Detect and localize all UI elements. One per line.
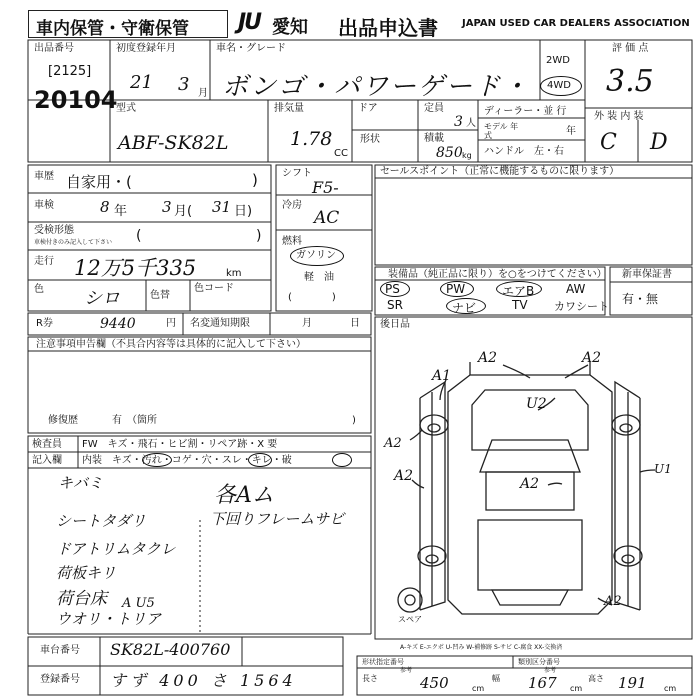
lot-number-sub: [2125]: [48, 64, 92, 79]
entry-label: 記入欄: [32, 455, 62, 466]
width-label: 幅: [492, 674, 500, 683]
inspector-label: 検査員: [32, 439, 62, 450]
note-deck-scratch: 荷板キリ: [56, 564, 117, 582]
capacity-label: 定員: [424, 103, 444, 114]
transfer-day: 日: [350, 318, 360, 329]
capacity-value: 3: [454, 114, 463, 130]
equip-seat: カワシート: [554, 300, 609, 313]
repair-history-value: 有 （箇所: [112, 415, 157, 426]
registration-label: 登録番号: [40, 674, 80, 685]
color-label: 色: [34, 284, 44, 295]
inspection-year: 8: [100, 198, 110, 216]
shape-number-label: 形状指定番号: [362, 658, 404, 666]
transfer-month: 月: [302, 318, 312, 329]
receive-label: 受検形態: [34, 225, 74, 236]
mileage-value: 12万5千335: [74, 256, 197, 280]
inspection-day: 31: [212, 198, 232, 216]
int-row: キズ・汚れ・コゲ・穴・スレ・キレ・破: [112, 455, 292, 466]
warranty-label: 新車保証書: [622, 269, 672, 280]
recycle-unit: 円: [166, 318, 176, 329]
inspection-month-unit: 月(: [174, 204, 193, 219]
note-underbody-rust: 下回りフレームサビ: [210, 510, 345, 528]
load-label: 積載: [424, 133, 444, 144]
form-title: 出品申込書: [338, 16, 438, 40]
association-name: JAPAN USED CAR DEALERS ASSOCIATION: [462, 18, 690, 29]
ac-label: 冷房: [282, 200, 302, 211]
width-unit: cm: [570, 684, 583, 693]
load-unit: kg: [462, 151, 472, 160]
note-each-au: 各Aム: [214, 483, 274, 508]
car-name-value: ボンゴ・パワーゲード・: [222, 72, 531, 102]
equip-sr: SR: [387, 298, 403, 312]
shape-label: 形状: [360, 134, 380, 145]
load-value: 850: [436, 145, 463, 161]
first-registration-label: 初度登録年月: [116, 43, 176, 54]
exterior-grade: C: [600, 130, 617, 155]
color-code-label: 色コード: [194, 283, 234, 294]
damage-mark: A2: [582, 350, 602, 366]
equip-navi: ナビ: [452, 301, 477, 315]
equipment-label: 装備品（純正品に限り）を○をつけてください）: [388, 269, 607, 280]
note-au5: A U5: [122, 596, 155, 611]
int-row-label: 内装: [82, 455, 102, 466]
interior-grade: D: [650, 130, 668, 155]
receive-sub: 車検付きのみ記入して下さい: [34, 239, 113, 246]
damage-mark: A2: [384, 436, 402, 451]
equip-ps: PS: [385, 282, 400, 296]
inspection-label: 車検: [34, 200, 54, 211]
inspection-day-unit: 日): [234, 204, 253, 219]
height-unit: cm: [664, 684, 677, 693]
displacement-label: 排気量: [274, 103, 304, 114]
ext-int-label: 外 装 内 装: [594, 111, 644, 122]
aichi-label: 愛知: [272, 17, 308, 38]
damage-mark: A2: [478, 350, 498, 366]
damage-mark: U1: [654, 462, 672, 476]
length-value: 450: [420, 674, 449, 692]
damage-mark: A1: [432, 368, 452, 384]
notes-title: 注意事項申告欄（不具合内容等は具体的に記入して下さい）: [36, 339, 306, 350]
equip-tv: TV: [512, 298, 528, 312]
fuel-other: ( ): [288, 292, 336, 303]
note-yellowing: キバミ: [58, 474, 104, 492]
capacity-unit: 人: [466, 118, 476, 129]
registration-value: すず 400 さ 1564: [110, 671, 297, 690]
chassis-label: 車台番号: [40, 645, 80, 656]
door-label: ドア: [358, 103, 378, 114]
history-close: ): [252, 171, 258, 189]
first-registration-year: 21: [130, 72, 153, 93]
note-seat-sag: シートタダリ: [56, 512, 147, 530]
inspection-year-unit: 年: [114, 204, 128, 219]
fuel-label: 燃料: [282, 236, 302, 247]
class-number-sub: 参考: [544, 667, 557, 674]
fuel-gas: ガソリン: [296, 250, 336, 261]
repair-history-close: ): [352, 415, 356, 426]
score-value: 3.5: [606, 64, 654, 99]
recycle-value: 9440: [100, 316, 136, 332]
first-registration-month: 3: [178, 74, 190, 95]
height-label: 高さ: [588, 674, 604, 683]
handle-label: ハンドル 左・右: [484, 146, 564, 157]
rear-parts-label: 後日品: [380, 319, 410, 330]
cc-unit: CC: [334, 148, 348, 159]
height-value: 191: [618, 674, 647, 692]
drive-2wd: 2WD: [546, 55, 570, 66]
model-year-label: モデル 年式: [484, 122, 519, 140]
length-unit: cm: [472, 684, 485, 693]
model-value: ABF-SK82L: [118, 132, 229, 154]
dealer-label: ディーラー・並 行: [484, 106, 567, 117]
shift-label: シフト: [282, 168, 312, 179]
sales-point-label: セールスポイント（正常に機能するものに限ります）: [380, 166, 620, 177]
history-value: 自家用・(: [66, 173, 132, 191]
displacement-value: 1.78: [290, 128, 333, 150]
shift-value: F5-: [312, 178, 339, 197]
lot-number-value: 20104: [34, 86, 118, 114]
class-number-label: 類別区分番号: [518, 658, 560, 666]
damage-mark: A2: [604, 594, 622, 609]
note-fender-trim: ウオリ・トリア: [56, 610, 162, 628]
recycle-label: R券: [36, 318, 53, 329]
transfer-label: 名変通知期限: [190, 318, 250, 329]
shape-number-sub: 参考: [400, 667, 413, 674]
equip-aw: AW: [566, 282, 586, 296]
model-label: 型式: [116, 103, 136, 114]
repair-history-label: 修復歴: [48, 415, 78, 426]
fw-row: FW キズ・飛石・ヒビ割・リペア跡・X 要: [82, 439, 278, 450]
inspection-month: 3: [162, 198, 172, 216]
receive-paren-close: ): [256, 228, 262, 244]
mileage-unit: km: [226, 268, 242, 279]
length-label: 長さ: [362, 674, 378, 683]
width-value: 167: [528, 674, 557, 692]
receive-paren-open: (: [136, 228, 142, 244]
note-door-trim: ドアトリムタクレ: [56, 540, 176, 558]
car-name-label: 車名・グレード: [216, 43, 286, 54]
color-value: シロ: [84, 288, 120, 309]
ju-logo: JU: [238, 10, 261, 35]
damage-mark: A2: [394, 468, 414, 484]
ac-value: AC: [314, 208, 340, 228]
chassis-value: SK82L-400760: [110, 640, 231, 659]
year-unit: 年: [566, 126, 576, 137]
note-deck-floor: 荷台床: [56, 589, 107, 609]
lot-number-label: 出品番号: [34, 43, 74, 54]
spare-label: スペア: [398, 615, 422, 624]
history-label: 車歴: [34, 171, 54, 182]
storage-label: 車内保管・守衛保管: [36, 19, 189, 39]
recolor-label: 色替: [150, 290, 170, 301]
score-label: 評 価 点: [612, 43, 649, 54]
month-unit: 月: [198, 88, 208, 99]
damage-mark: U2: [526, 396, 547, 412]
warranty-value: 有・無: [622, 292, 659, 306]
fuel-diesel: 軽 油: [304, 272, 334, 283]
equip-airbag: エアB: [502, 284, 535, 298]
drive-4wd: 4WD: [547, 80, 571, 91]
damage-legend: A-キズ E-エクボ U-凹み W-補修跡 S-サビ C-腐食 XX-交換済: [400, 644, 563, 651]
damage-mark: A2: [520, 476, 540, 492]
mileage-label: 走行: [34, 256, 54, 267]
equip-pw: PW: [446, 282, 466, 296]
